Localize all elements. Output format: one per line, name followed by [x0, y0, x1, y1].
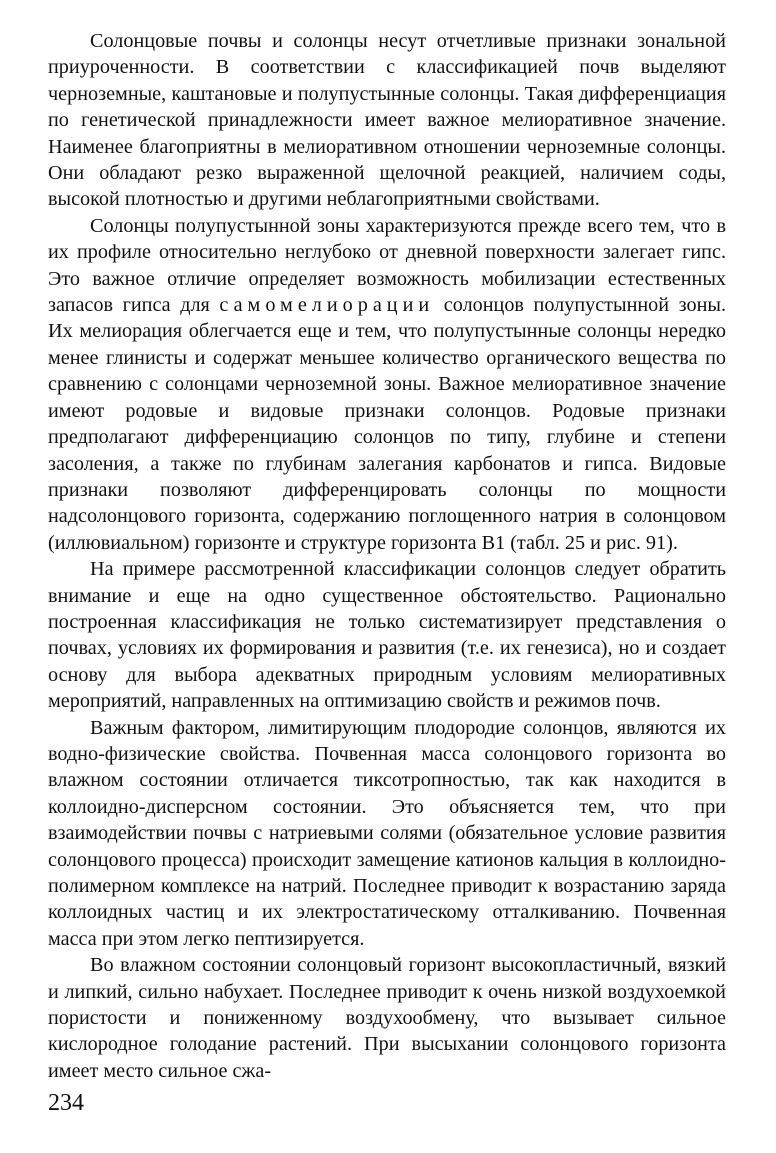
paragraph-4: Важным фактором, лимитирующим плодородие солонцов, являются их водно-физические свойства. Почвенная масса солонцового горизонта во влажном состоянии отличается тиксотропностью, так как находится в коллоидно-дисперсном состоянии. Это объясняется тем, что при взаимодействии почвы с натриевыми солями (обязательное условие развития солонцового процесса) происходит замещение катионов кальция в коллоидно-полимерном комплексе на натрий. Последнее приводит к возрастанию заряда коллоидных частиц и их электростатическому отталкиванию. Почвенная масса при этом легко пептизируется.	[48, 716, 726, 950]
paragraph-2-end: солонцов полупустынной зоны. Их мелиорация облегчается еще и тем, что полупустынные солонцы нередко менее глинисты и содержат меньшее количество органического вещества по сравнению с солонцами черноземной зоны. Важное мелиоративное значение имеют родовые и видовые признаки солонцов. Родовые признаки предполагают дифференциацию солонцов по типу, глубине и степени засоления, а также по глубинам залегания карбонатов и гипса. Видовые признаки позволяют дифференцировать солонцы по мощности надсолонцового горизонта, содержанию поглощенного натрия в солонцовом (иллювиальном) горизонте и структуре горизонта В1 (табл. 25 и рис. 91).	[48, 294, 726, 554]
paragraph-3: На примере рассмотренной классификации солонцов следует обратить внимание и еще на одно существенное обстоятельство. Рационально построенная классификация не только систематизирует представления о почвах, условиях их формирования и развития (т.е. их генезиса), но и создает основу для выбора адекватных природным условиям мелиоративных мероприятий, направленных на оптимизацию свойств и режимов почв.	[48, 558, 726, 713]
paragraph-2-start: Солонцы полупустынной зоны характеризуются прежде всего тем, что в их профиле относительно неглубоко от дневной поверхности залегает гипс. Это важное отличие определяет возможность мобилизации естественных запасов гипса для	[48, 214, 726, 317]
page-number: 234	[48, 1090, 84, 1116]
paragraph-5: Во влажном состоянии солонцовый горизонт высокопластичный, вязкий и липкий, сильно набухает. Последнее приводит к очень низкой воздухоемкой пористости и пониженному воздухообмену, что вызывает сильное кислородное голодание растений. При высыхании солонцового горизонта имеет место сильное сжа-	[48, 954, 726, 1082]
paragraph-2	[48, 213, 726, 556]
paragraph-1: Солонцовые почвы и солонцы несут отчетливые признаки зональной приуроченности. В соответствии с классификацией почв выделяют черноземные, каштановые и полупустынные солонцы. Такая дифференциация по генетической принадлежности имеет важное мелиоративное значение. Наименее благоприятны в мелиоративном отношении черноземные солонцы. Они обладают резко выраженной щелочной реакцией, наличием соды, высокой плотностью и другими неблагоприятными свойствами.	[48, 30, 726, 211]
emphasized-term: самомелиорации	[219, 294, 435, 317]
